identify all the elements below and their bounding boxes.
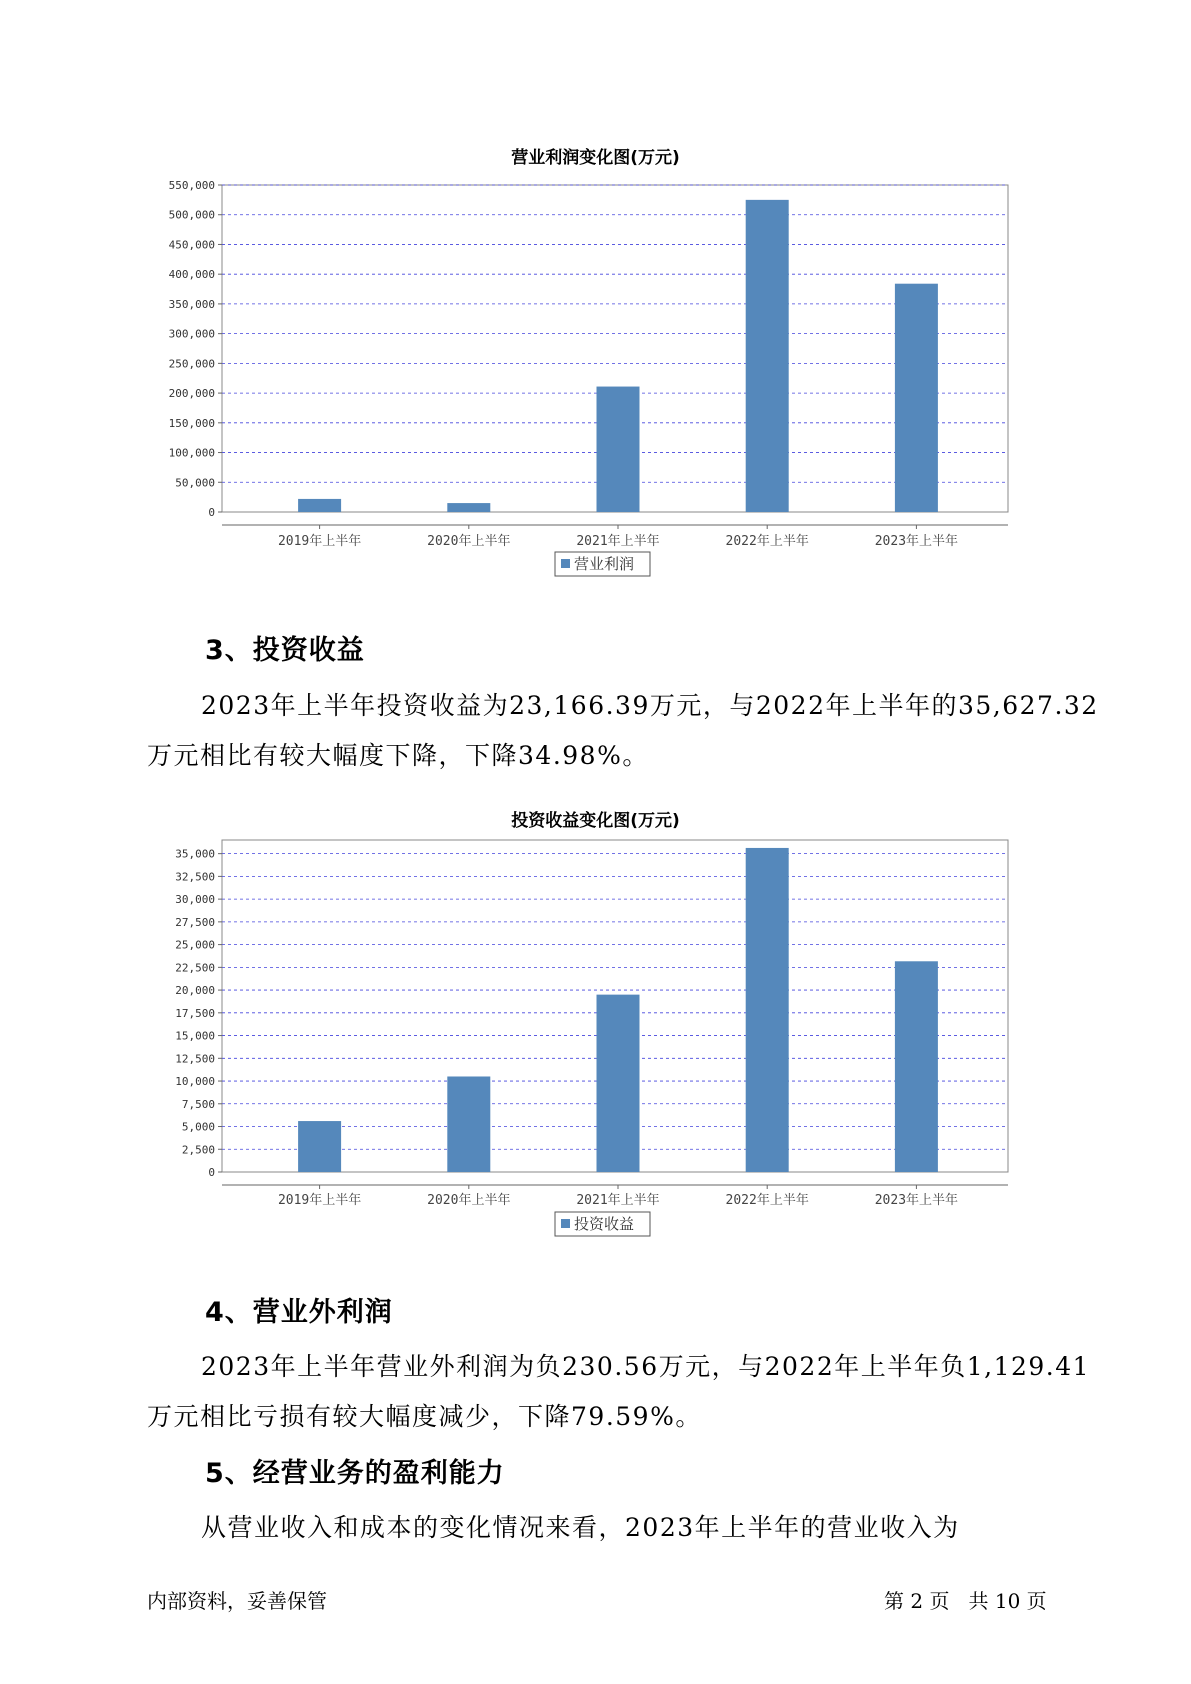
investment-income-chart	[0, 826, 1191, 1256]
x-tick-label: 2020年上半年	[427, 534, 511, 549]
y-tick-label: 7,500	[181, 1097, 215, 1111]
x-tick-label: 2023年上半年	[874, 534, 959, 549]
y-tick-label: 0	[208, 1166, 215, 1179]
paragraph-line: 2023年上半年投资收益为23,166.39万元，与2022年上半年的35,627.32	[201, 691, 1099, 720]
y-tick-label: 30,000	[175, 893, 215, 907]
y-tick-label: 300,000	[168, 327, 215, 341]
bar	[895, 284, 938, 512]
x-tick-label: 2023年上半年	[874, 1193, 959, 1208]
paragraph-line: 2023年上半年营业外利润为负230.56万元，与2022年上半年负1,129.41	[201, 1352, 1091, 1381]
legend-swatch	[561, 559, 570, 568]
paragraph-profitability	[147, 1503, 1077, 1553]
paragraph-line: 万元相比有较大幅度下降，下降34.98%。	[147, 741, 649, 770]
bar	[746, 848, 789, 1172]
x-tick-label: 2019年上半年	[277, 1193, 362, 1208]
operating-profit-chart	[0, 160, 1191, 590]
bar	[298, 499, 341, 512]
y-tick-label: 27,500	[175, 915, 215, 929]
x-tick-label: 2021年上半年	[576, 1193, 660, 1208]
section-heading-investment-income: 3、投资收益	[205, 635, 365, 666]
x-tick-label: 2019年上半年	[277, 534, 362, 549]
chart-title-operating-profit: 营业利润变化图(万元)	[511, 148, 680, 168]
bar	[597, 387, 640, 512]
footer-left-confidential: 内部资料，妥善保管	[147, 1589, 327, 1613]
x-tick-label: 2020年上半年	[427, 1193, 511, 1208]
y-tick-label: 15,000	[175, 1029, 215, 1043]
x-tick-label: 2022年上半年	[725, 534, 809, 549]
legend-swatch	[561, 1219, 570, 1228]
x-tick-label: 2022年上半年	[725, 1193, 809, 1208]
legend-label: 投资收益	[574, 1215, 635, 1233]
bar	[746, 200, 789, 512]
y-tick-label: 50,000	[175, 476, 215, 490]
y-tick-label: 25,000	[175, 938, 215, 952]
y-tick-label: 5,000	[181, 1120, 215, 1134]
footer-page-number: 第 2 页 共 10 页	[884, 1589, 1047, 1613]
bar	[447, 503, 490, 512]
y-tick-label: 20,000	[175, 984, 215, 998]
y-tick-label: 22,500	[175, 961, 215, 975]
y-tick-label: 12,500	[175, 1052, 215, 1066]
y-tick-label: 2,500	[181, 1143, 215, 1157]
legend-label: 营业利润	[574, 555, 635, 573]
chart-title-investment-income: 投资收益变化图(万元)	[511, 811, 680, 831]
y-tick-label: 200,000	[168, 387, 215, 401]
y-tick-label: 0	[208, 506, 215, 519]
paragraph-investment-income	[147, 681, 1099, 781]
bar	[298, 1121, 341, 1172]
y-tick-label: 350,000	[168, 297, 215, 311]
y-tick-label: 100,000	[168, 446, 215, 460]
y-tick-label: 550,000	[168, 179, 215, 192]
y-tick-label: 10,000	[175, 1075, 215, 1089]
y-tick-label: 250,000	[168, 357, 215, 371]
y-tick-label: 400,000	[168, 268, 215, 282]
y-tick-label: 17,500	[175, 1006, 215, 1020]
y-tick-label: 150,000	[168, 416, 215, 430]
section-heading-non-operating-profit: 4、营业外利润	[205, 1297, 393, 1328]
paragraph-non-operating-profit	[147, 1342, 1091, 1442]
y-tick-label: 32,500	[175, 870, 215, 884]
x-tick-label: 2021年上半年	[576, 534, 660, 549]
y-tick-label: 500,000	[168, 208, 215, 222]
bar	[447, 1076, 490, 1172]
bar	[895, 961, 938, 1172]
y-tick-label: 35,000	[175, 847, 215, 861]
paragraph-line: 万元相比亏损有较大幅度减少，下降79.59%。	[147, 1402, 702, 1431]
paragraph-line: 从营业收入和成本的变化情况来看，2023年上半年的营业收入为	[201, 1513, 960, 1542]
bar	[597, 995, 640, 1172]
y-tick-label: 450,000	[168, 238, 215, 252]
section-heading-profitability: 5、经营业务的盈利能力	[205, 1458, 505, 1489]
